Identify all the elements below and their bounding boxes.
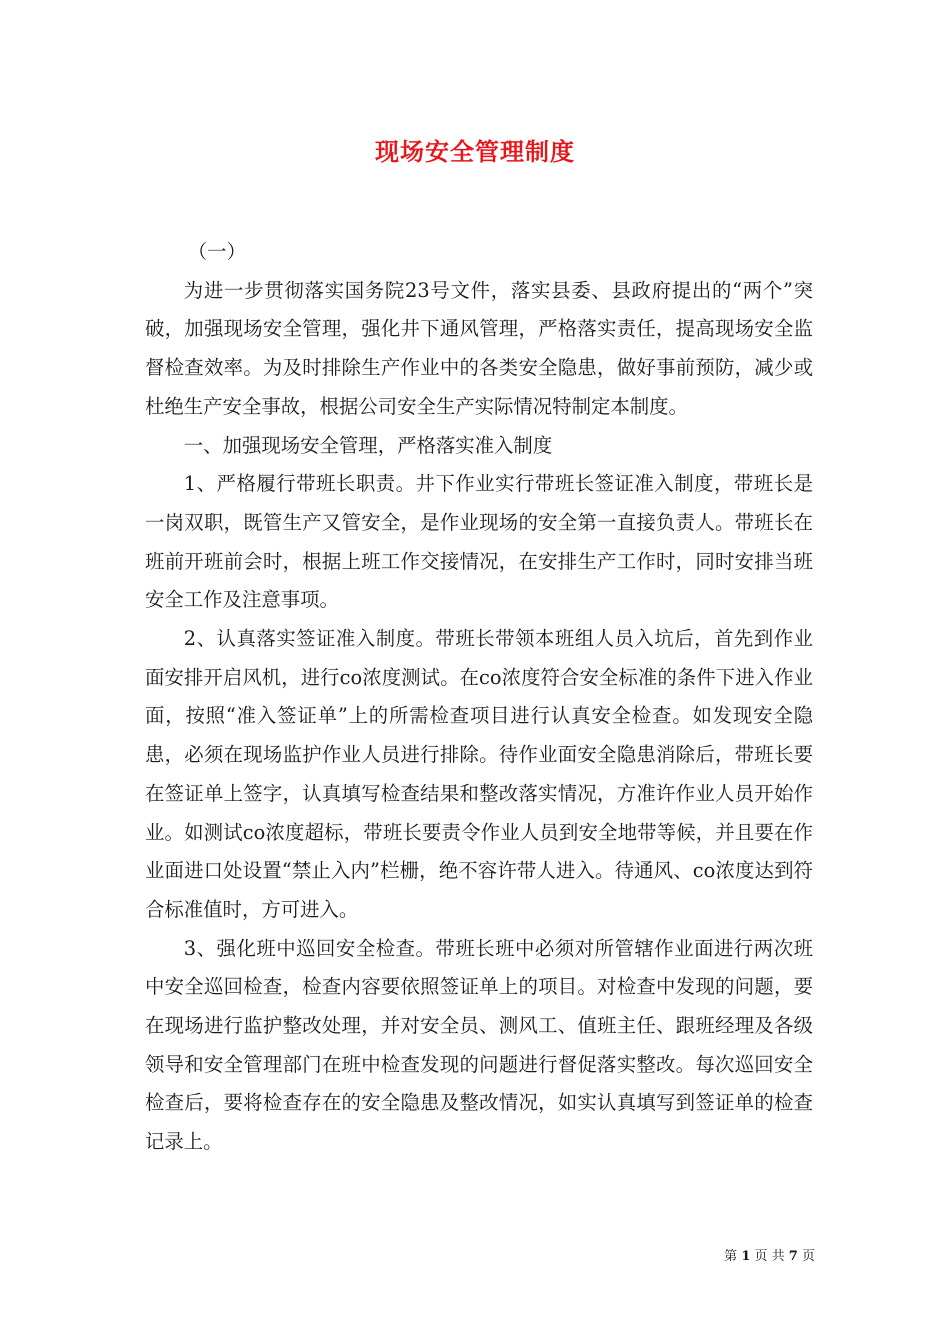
footer-suffix: 页 bbox=[801, 1249, 815, 1264]
footer-current-page: 1 bbox=[741, 1249, 751, 1264]
paragraph-item-2: 2、认真落实签证准入制度。带班长带领本班组人员入坑后，首先到作业面安排开启风机，进行co浓度测试。在co浓度符合安全标准的条件下进入作业面，按照“准入签证单”上的所需检查项目进行认真安全检查。如发现安全隐患，必须在现场监护作业人员进行排除。待作业面安全隐患消除后，带班长要在签证单上签字，认真填写检查结果和整改落实情况，方准许作业人员开始作业。如测试co浓度超标，带班长要责令作业人员到安全地带等候，并且要在作业面进口处设置“禁止入内”栏栅，绝不容许带人进入。待通风、co浓度达到符合标准值时，方可进入。 bbox=[145, 627, 813, 921]
section-marker: （一） bbox=[187, 240, 246, 263]
paragraph-intro: 为进一步贯彻落实国务院23号文件，落实县委、县政府提出的“两个”突破，加强现场安全管理，强化井下通风管理，严格落实责任，提高现场安全监督检查效率。为及时排除生产作业中的各类安全隐患，做好事前预防，减少或杜绝生产安全事故，根据公司安全生产实际情况特制定本制度。 bbox=[145, 278, 813, 418]
paragraph-item-3: 3、强化班中巡回安全检查。带班长班中必须对所管辖作业面进行两次班中安全巡回检查，检查内容要依照签证单上的项目。对检查中发现的问题，要在现场进行监护整改处理，并对安全员、测风工、值班主任、跟班经理及各级领导和安全管理部门在班中检查发现的问题进行督促落实整改。每次巡回安全检查后，要将检查存在的安全隐患及整改情况，如实认真填写到签证单的检查记录上。 bbox=[145, 936, 813, 1154]
section-heading-1: 一、加强现场安全管理，严格落实准入制度 bbox=[183, 433, 553, 457]
document-title: 现场安全管理制度 bbox=[375, 138, 575, 166]
document-body bbox=[145, 233, 813, 1162]
footer-prefix: 第 bbox=[724, 1249, 738, 1264]
footer-total-pages: 7 bbox=[788, 1249, 798, 1264]
page-number-footer bbox=[705, 1245, 815, 1264]
footer-middle: 页 共 bbox=[754, 1249, 785, 1264]
paragraph-item-1: 1、严格履行带班长职责。井下作业实行带班长签证准入制度，带班长是一岗双职，既管生产又管安全，是作业现场的安全第一直接负责人。带班长在班前开班前会时，根据上班工作交接情况，在安排生产工作时，同时安排当班安全工作及注意事项。 bbox=[145, 472, 813, 612]
